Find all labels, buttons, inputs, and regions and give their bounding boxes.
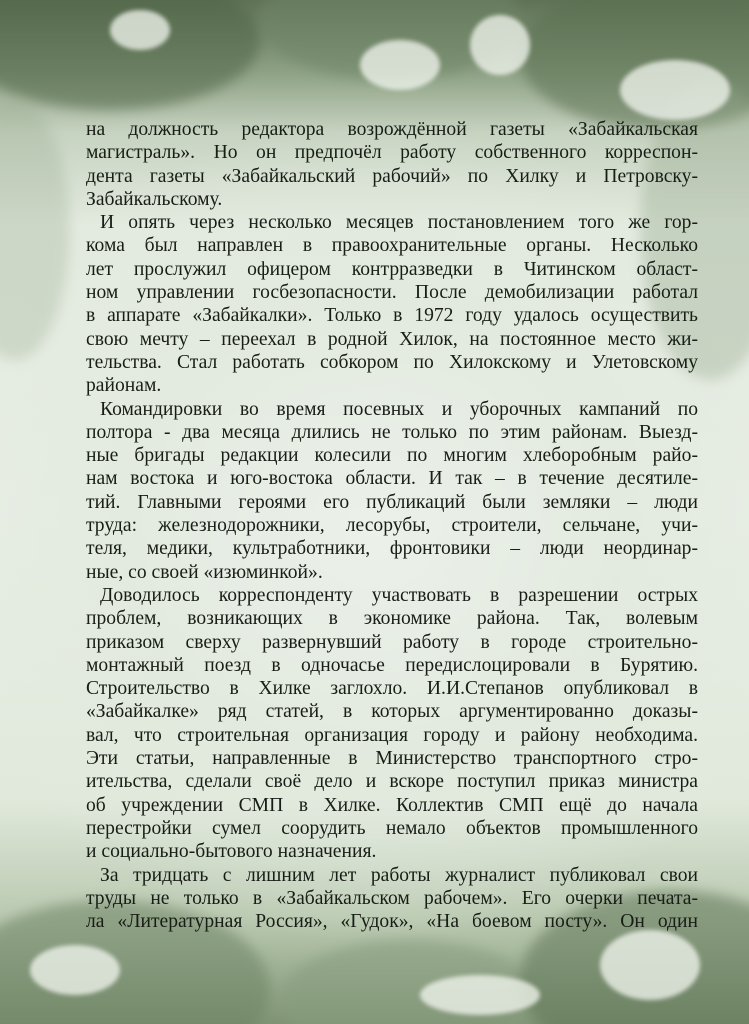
paragraph	[86, 584, 698, 864]
paragraph	[86, 398, 698, 584]
blossom-decoration	[30, 945, 120, 995]
text-line: Строительство в Хилке заглохло. И.И.Степанов опубликовал в	[86, 678, 698, 700]
text-line: свою мечту – переехал в родной Хилок, на постоянное место жи-	[86, 328, 698, 350]
text-line: монтажный поезд в одночасье передислоцировали в Бурятию.	[86, 654, 698, 676]
text-line: За тридцать с лишним лет работы журналист публиковал свои	[100, 864, 698, 886]
paragraph	[86, 211, 698, 397]
text-line: дента газеты «Забайкальский рабочий» по Хилку и Петровску-	[86, 165, 698, 187]
text-line: тельства. Стал работать собкором по Хилокскому и Улетовскому	[86, 351, 698, 373]
text-line: кома был направлен в правоохранительные органы. Несколько	[86, 235, 698, 257]
text-line: Доводилось корреспонденту участвовать в разрешении острых	[100, 584, 698, 606]
text-line: Командировки во время посевных и уборочных кампаний по	[100, 398, 698, 420]
blossom-decoration	[110, 10, 170, 50]
text-line: ные, со своей «изюминкой».	[86, 561, 323, 583]
text-line: труда: железнодорожники, лесорубы, строители, сельчане, учи-	[86, 515, 698, 537]
blossom-decoration	[470, 15, 530, 75]
blossom-decoration	[420, 975, 540, 1015]
body-text	[86, 118, 698, 933]
text-line: лет прослужил офицером контрразведки в Читинском област-	[86, 258, 698, 280]
text-line: труды не только в «Забайкальском рабочем». Его очерки печата-	[86, 887, 698, 909]
text-line: ном управлении госбезопасности. После демобилизации работал	[86, 282, 698, 304]
text-line: вал, что строительная организация городу и району необходима.	[86, 724, 698, 746]
text-line: на должность редактора возрождённой газеты «Забайкальская	[86, 119, 698, 140]
text-line: перестройки сумел соорудить немало объектов промышленного	[86, 817, 698, 839]
paragraph	[86, 118, 698, 211]
text-line: Эти статьи, направленные в Министерство транспортного стро-	[86, 748, 698, 770]
text-line: и социально-бытового назначения.	[86, 841, 377, 863]
text-line: «Забайкалке» ряд статей, в которых аргументированно доказы-	[86, 701, 698, 723]
blossom-decoration	[620, 60, 730, 120]
text-line: об учреждении СМП в Хилке. Коллектив СМП ещё до начала	[86, 794, 698, 816]
text-line: районам.	[86, 375, 162, 397]
blossom-decoration	[600, 930, 700, 1000]
text-line: тий. Главными героями его публикаций были земляки – люди	[86, 491, 698, 513]
text-line: проблем, возникающих в экономике района. Так, волевым	[86, 608, 698, 630]
foliage-decoration	[0, 100, 70, 360]
text-line: ительства, сделали своё дело и вскоре поступил приказ министра	[86, 771, 698, 793]
text-line: магистраль». Но он предпочёл работу собственного корреспон-	[86, 142, 698, 164]
blossom-decoration	[360, 40, 440, 90]
text-line: ные бригады редакции колесили по многим хлеборобным райо-	[86, 445, 698, 467]
text-line: теля, медики, культработники, фронтовики – люди неординар-	[86, 538, 698, 560]
text-line: И опять через несколько месяцев постановлением того же гор-	[100, 212, 698, 234]
text-line: ла «Литературная Россия», «Гудок», «На боевом посту». Он один	[86, 911, 698, 933]
text-line: Забайкальскому.	[86, 188, 223, 210]
paragraph	[86, 864, 698, 934]
text-line: приказом сверху развернувший работу в городе строительно-	[86, 631, 698, 653]
text-line: в аппарате «Забайкалки». Только в 1972 году удалось осуществить	[86, 305, 698, 327]
text-line: нам востока и юго-востока области. И так – в течение десятиле-	[86, 468, 698, 490]
text-line: полтора - два месяца длились не только по этим районам. Выезд-	[86, 421, 698, 443]
